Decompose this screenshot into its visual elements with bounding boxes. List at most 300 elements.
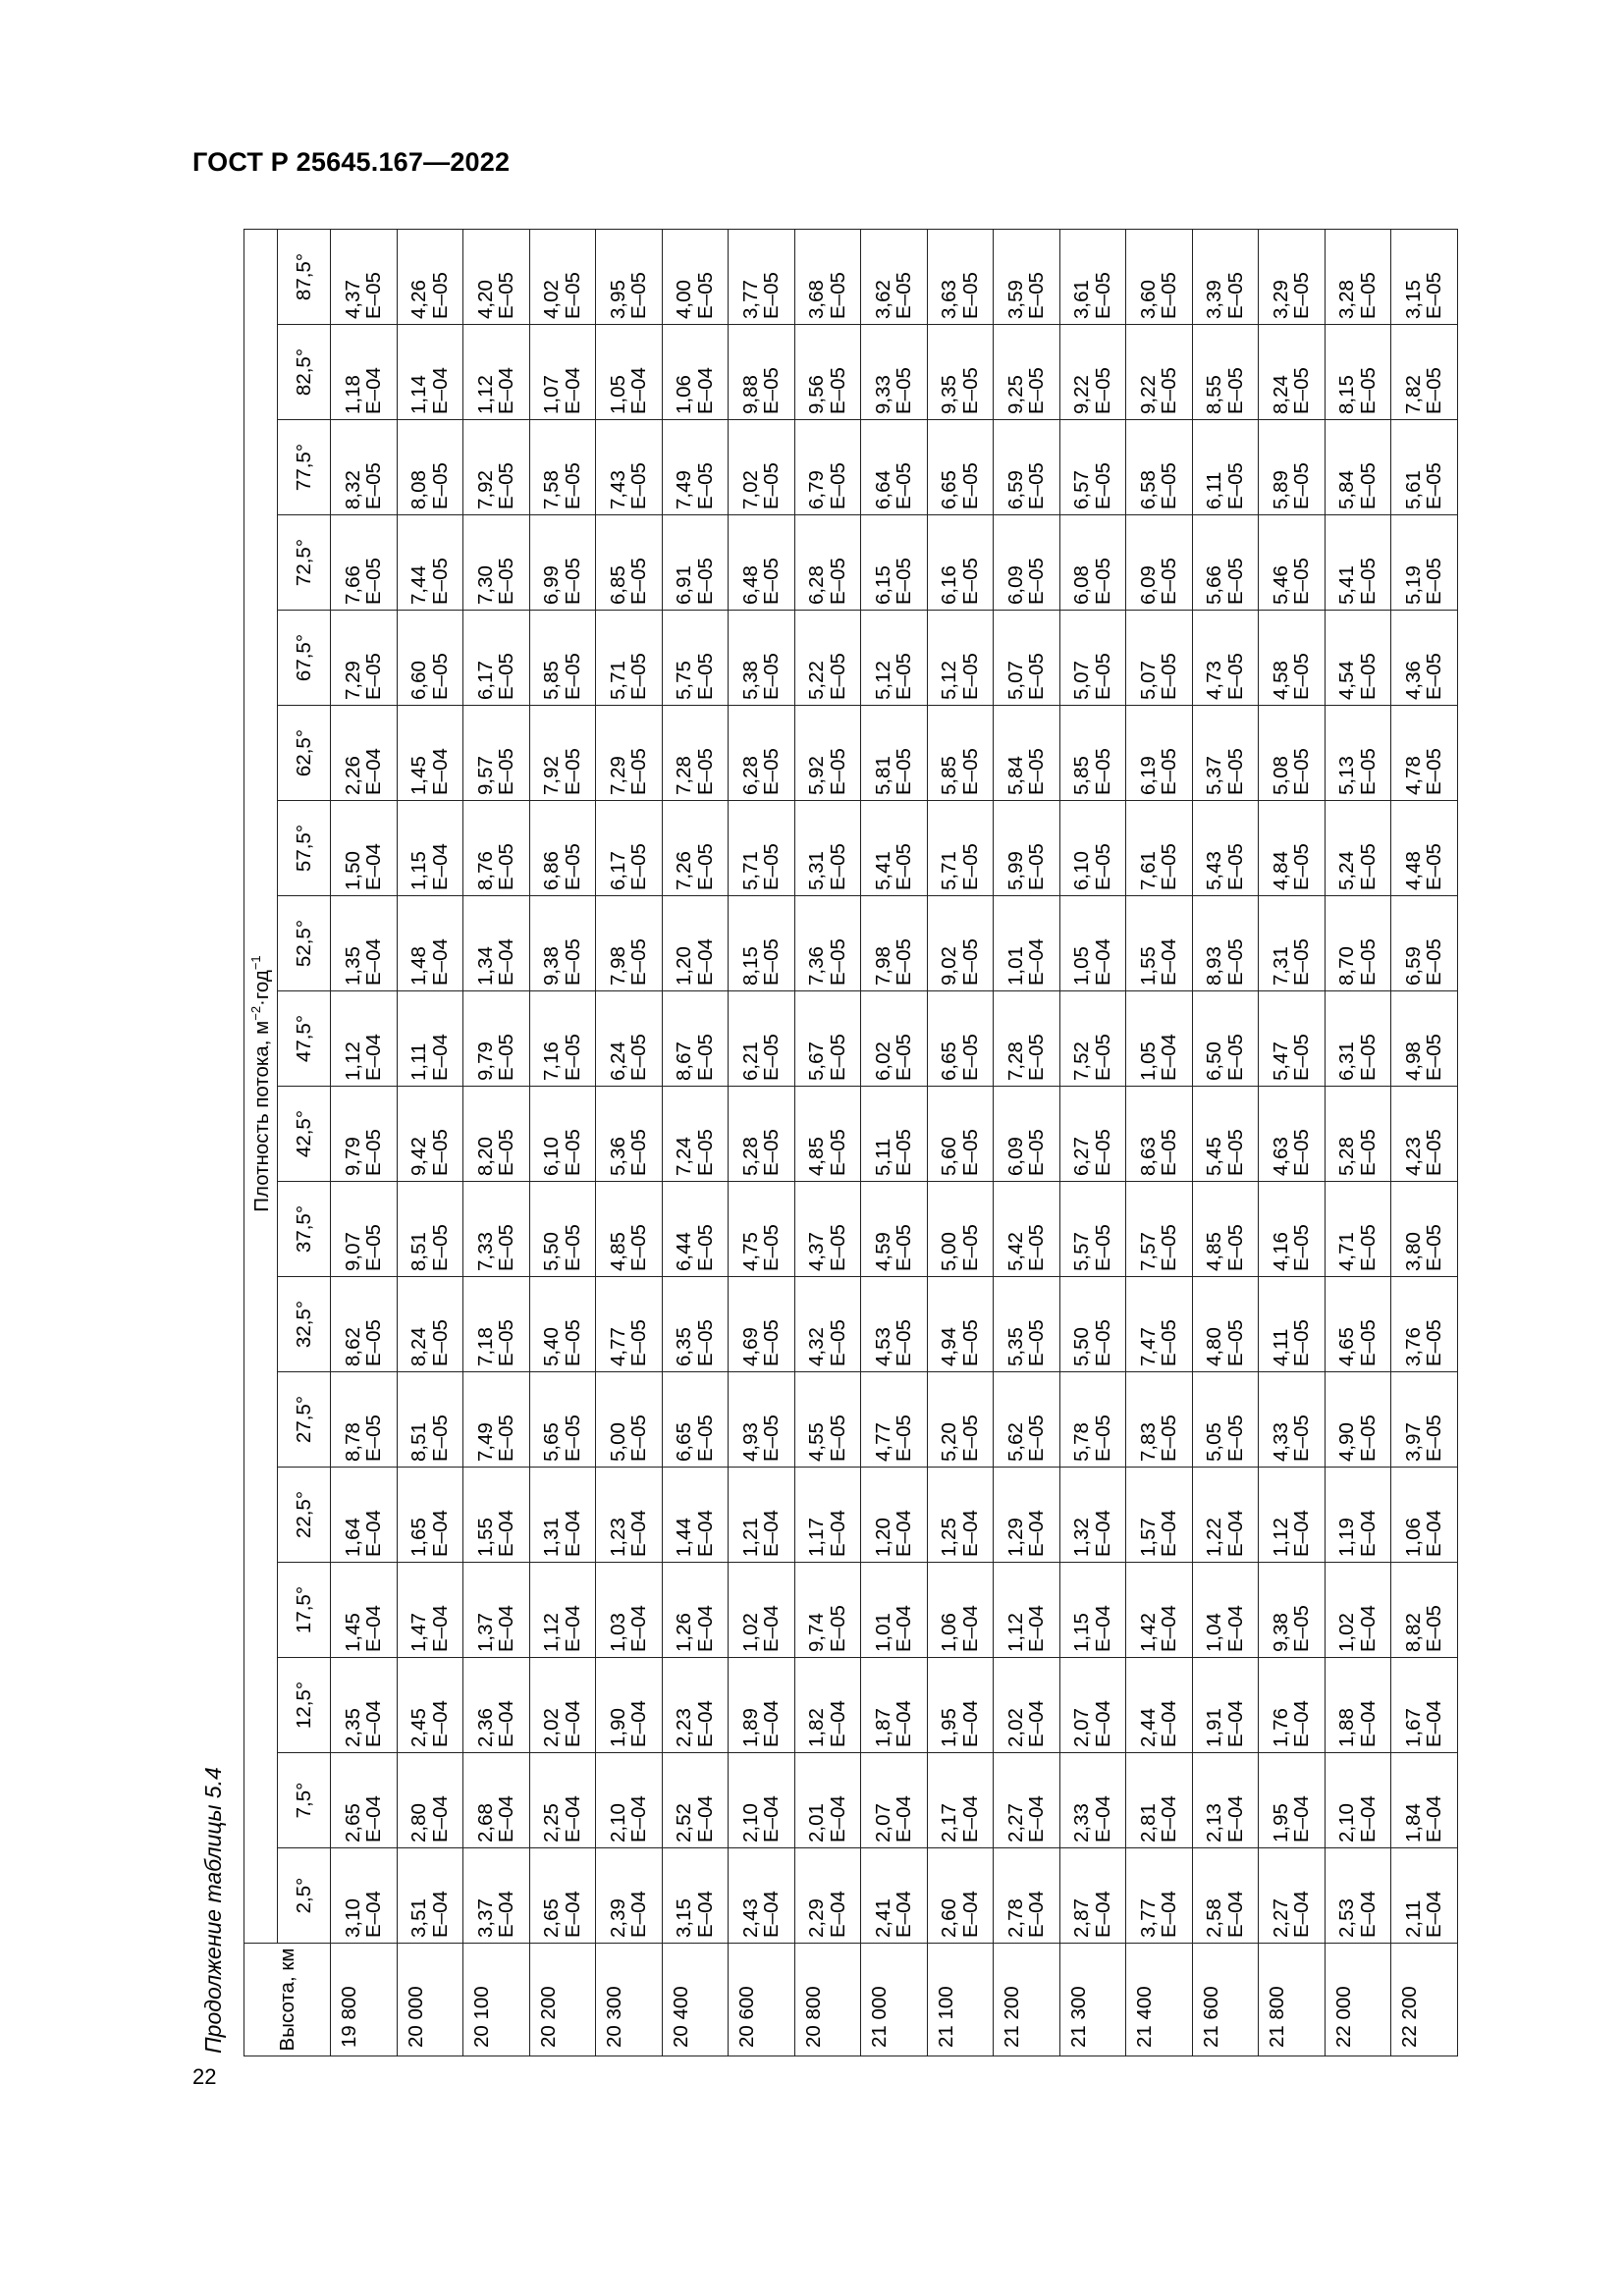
value-mantissa: 5,36: [606, 1137, 629, 1176]
value-exponent: E–05: [693, 1415, 717, 1462]
flux-value-cell: [861, 1563, 928, 1658]
value-mantissa: 6,17: [606, 851, 629, 890]
flux-value-cell: [927, 1658, 994, 1753]
value-mantissa: 7,58: [540, 470, 564, 509]
value-mantissa: 1,89: [738, 1708, 762, 1747]
value-mantissa: 1,55: [473, 1518, 497, 1557]
value-mantissa: 1,01: [1003, 946, 1027, 986]
value-mantissa: 1,06: [673, 375, 696, 414]
value-mantissa: 3,62: [871, 280, 894, 319]
flux-value-cell: [331, 1182, 398, 1277]
value-exponent: E–05: [893, 653, 916, 700]
flux-value-cell: [596, 325, 663, 420]
flux-value-cell: [1059, 1848, 1126, 1944]
flux-value-cell: [794, 1658, 861, 1753]
value-mantissa: 7,49: [673, 470, 696, 509]
value-exponent: E–05: [1025, 653, 1049, 700]
value-exponent: E–05: [893, 938, 916, 986]
value-mantissa: 2,23: [673, 1708, 696, 1747]
value-mantissa: 9,42: [407, 1137, 431, 1176]
value-mantissa: 8,78: [341, 1422, 364, 1462]
flux-value-cell: [1126, 1087, 1193, 1182]
table-row: [1059, 230, 1126, 2056]
value-mantissa: 1,50: [341, 851, 364, 890]
value-mantissa: 2,68: [473, 1803, 497, 1842]
flux-value-cell: [397, 1087, 463, 1182]
value-exponent: E–05: [1423, 558, 1446, 605]
value-mantissa: 4,54: [1335, 661, 1359, 700]
value-mantissa: 5,50: [540, 1232, 564, 1271]
value-mantissa: 6,27: [1070, 1137, 1094, 1176]
table-row: [331, 230, 398, 2056]
value-exponent: E–05: [826, 272, 849, 319]
value-exponent: E–04: [1290, 1795, 1314, 1842]
value-mantissa: 2,13: [1203, 1803, 1226, 1842]
flux-value-cell: [1126, 1277, 1193, 1372]
value-mantissa: 2,87: [1070, 1898, 1094, 1938]
value-exponent: E–04: [1091, 1605, 1114, 1652]
flux-value-cell: [529, 420, 596, 515]
value-mantissa: 1,64: [341, 1518, 364, 1557]
unit-exponent-1: −2: [247, 1005, 263, 1021]
flux-value-cell: [596, 896, 663, 991]
value-mantissa: 5,92: [805, 756, 829, 795]
flux-value-cell: [994, 1372, 1060, 1468]
value-exponent: E–04: [1025, 1605, 1049, 1652]
value-mantissa: 2,10: [606, 1803, 629, 1842]
value-exponent: E–05: [1423, 462, 1446, 509]
value-exponent: E–05: [495, 1224, 518, 1271]
flux-value-cell: [994, 1848, 1060, 1944]
value-exponent: E–04: [760, 1700, 784, 1747]
value-mantissa: 4,73: [1203, 661, 1226, 700]
flux-value-cell: [1192, 611, 1259, 706]
flux-value-cell: [331, 230, 398, 325]
flux-value-cell: [1126, 420, 1193, 515]
value-mantissa: 5,89: [1269, 470, 1292, 509]
flux-value-cell: [463, 1277, 530, 1372]
flux-value-cell: [331, 325, 398, 420]
flux-value-cell: [529, 1753, 596, 1848]
value-mantissa: 6,19: [1136, 756, 1160, 795]
value-mantissa: 5,85: [540, 661, 564, 700]
flux-value-cell: [529, 1658, 596, 1753]
flux-value-cell: [596, 515, 663, 611]
value-mantissa: 4,58: [1269, 661, 1292, 700]
value-exponent: E–04: [428, 1605, 452, 1652]
flux-value-cell: [662, 515, 729, 611]
value-mantissa: 8,08: [407, 470, 431, 509]
value-exponent: E–04: [826, 1700, 849, 1747]
flux-value-cell: [1059, 1563, 1126, 1658]
value-exponent: E–05: [1223, 1129, 1247, 1176]
flux-value-cell: [463, 1563, 530, 1658]
value-mantissa: 1,34: [473, 946, 497, 986]
value-exponent: E–05: [1025, 843, 1049, 890]
flux-value-cell: [794, 1563, 861, 1658]
value-mantissa: 4,36: [1401, 661, 1425, 700]
value-exponent: E–04: [495, 1605, 518, 1652]
value-mantissa: 5,81: [871, 756, 894, 795]
value-exponent: E–05: [1290, 938, 1314, 986]
height-cell: 20 200: [529, 1944, 596, 2056]
flux-value-cell: [463, 420, 530, 515]
value-exponent: E–05: [495, 1415, 518, 1462]
value-mantissa: 6,85: [606, 565, 629, 605]
flux-value-cell: [861, 1372, 928, 1468]
value-exponent: E–05: [627, 1034, 651, 1081]
flux-value-cell: [1126, 1468, 1193, 1563]
value-exponent: E–04: [1223, 1605, 1247, 1652]
value-exponent: E–05: [958, 1415, 982, 1462]
value-exponent: E–05: [1356, 462, 1380, 509]
flux-value-cell: [662, 1563, 729, 1658]
value-mantissa: 8,76: [473, 851, 497, 890]
value-mantissa: 9,79: [341, 1137, 364, 1176]
flux-value-cell: [529, 991, 596, 1087]
flux-value-cell: [463, 515, 530, 611]
value-mantissa: 6,08: [1070, 565, 1094, 605]
value-mantissa: 5,61: [1401, 470, 1425, 509]
value-mantissa: 8,24: [1269, 375, 1292, 414]
value-exponent: E–05: [1356, 1224, 1380, 1271]
value-exponent: E–04: [1290, 1700, 1314, 1747]
value-mantissa: 2,35: [341, 1708, 364, 1747]
value-mantissa: 5,19: [1401, 565, 1425, 605]
flux-value-cell: [729, 325, 795, 420]
flux-value-cell: [1325, 420, 1391, 515]
value-exponent: E–05: [627, 272, 651, 319]
value-exponent: E–05: [760, 367, 784, 414]
flux-value-cell: [794, 611, 861, 706]
value-mantissa: 2,58: [1203, 1898, 1226, 1938]
value-mantissa: 6,11: [1203, 471, 1226, 509]
flux-value-cell: [397, 420, 463, 515]
angle-header: 87,5°: [278, 230, 331, 325]
value-exponent: E–05: [1423, 367, 1446, 414]
value-mantissa: 3,39: [1203, 280, 1226, 319]
value-mantissa: 4,32: [805, 1327, 829, 1366]
value-mantissa: 1,67: [1401, 1708, 1425, 1747]
value-mantissa: 6,86: [540, 851, 564, 890]
flux-value-cell: [1391, 1277, 1458, 1372]
value-exponent: E–04: [1025, 1795, 1049, 1842]
flux-value-cell: [927, 1468, 994, 1563]
flux-value-cell: [529, 230, 596, 325]
value-exponent: E–04: [893, 1605, 916, 1652]
flux-value-cell: [927, 706, 994, 801]
flux-value-cell: [662, 896, 729, 991]
value-exponent: E–05: [760, 1034, 784, 1081]
value-exponent: E–05: [561, 1319, 584, 1366]
value-exponent: E–05: [1290, 462, 1314, 509]
flux-value-cell: [662, 420, 729, 515]
flux-value-cell: [794, 325, 861, 420]
value-exponent: E–05: [1158, 1224, 1181, 1271]
height-cell: 21 800: [1259, 1944, 1326, 2056]
flux-value-cell: [994, 1468, 1060, 1563]
value-mantissa: 2,44: [1136, 1708, 1160, 1747]
value-mantissa: 1,57: [1136, 1518, 1160, 1557]
value-exponent: E–05: [495, 653, 518, 700]
value-exponent: E–05: [1091, 653, 1114, 700]
value-mantissa: 1,04: [1203, 1613, 1226, 1652]
value-mantissa: 5,07: [1070, 661, 1094, 700]
value-exponent: E–05: [1025, 367, 1049, 414]
value-mantissa: 7,16: [540, 1041, 564, 1081]
value-exponent: E–05: [1356, 843, 1380, 890]
value-mantissa: 8,32: [341, 470, 364, 509]
value-exponent: E–05: [561, 1415, 584, 1462]
flux-value-cell: [1259, 1563, 1326, 1658]
value-mantissa: 8,55: [1203, 375, 1226, 414]
flux-value-cell: [397, 1372, 463, 1468]
value-exponent: E–04: [428, 1034, 452, 1081]
value-exponent: E–05: [495, 1129, 518, 1176]
value-mantissa: 8,20: [473, 1137, 497, 1176]
value-exponent: E–05: [893, 843, 916, 890]
value-exponent: E–05: [826, 367, 849, 414]
value-mantissa: 1,11: [407, 1042, 431, 1081]
flux-value-cell: [397, 1468, 463, 1563]
flux-value-cell: [927, 896, 994, 991]
flux-value-cell: [529, 801, 596, 896]
value-mantissa: 1,31: [540, 1518, 564, 1557]
value-mantissa: 8,62: [341, 1327, 364, 1366]
value-exponent: E–05: [958, 1034, 982, 1081]
flux-value-cell: [1192, 1468, 1259, 1563]
value-mantissa: 7,92: [473, 470, 497, 509]
flux-value-cell: [662, 1753, 729, 1848]
value-exponent: E–05: [693, 1034, 717, 1081]
value-exponent: E–05: [428, 462, 452, 509]
height-cell: 21 100: [927, 1944, 994, 2056]
value-mantissa: 6,10: [1070, 851, 1094, 890]
flux-value-cell: [994, 801, 1060, 896]
flux-value-cell: [994, 230, 1060, 325]
value-mantissa: 6,65: [673, 1422, 696, 1462]
value-mantissa: 1,42: [1136, 1613, 1160, 1652]
value-exponent: E–05: [1223, 1415, 1247, 1462]
value-exponent: E–04: [1091, 1795, 1114, 1842]
value-exponent: E–05: [760, 462, 784, 509]
value-exponent: E–04: [1356, 1510, 1380, 1557]
value-exponent: E–04: [495, 1700, 518, 1747]
value-mantissa: 8,82: [1401, 1613, 1425, 1652]
value-exponent: E–05: [958, 367, 982, 414]
value-mantissa: 1,23: [606, 1518, 629, 1557]
value-exponent: E–05: [1290, 1415, 1314, 1462]
value-exponent: E–05: [561, 843, 584, 890]
flux-value-cell: [1259, 706, 1326, 801]
value-exponent: E–05: [627, 1319, 651, 1366]
value-mantissa: 1,06: [938, 1613, 961, 1652]
value-mantissa: 4,37: [341, 280, 364, 319]
value-exponent: E–04: [1158, 1891, 1181, 1938]
value-mantissa: 6,58: [1136, 470, 1160, 509]
value-exponent: E–05: [693, 748, 717, 795]
value-mantissa: 4,48: [1401, 851, 1425, 890]
value-mantissa: 2,81: [1136, 1803, 1160, 1842]
angle-header: 47,5°: [278, 991, 331, 1087]
value-mantissa: 5,50: [1070, 1327, 1094, 1366]
value-exponent: E–05: [760, 558, 784, 605]
flux-value-cell: [1126, 1848, 1193, 1944]
flux-value-cell: [794, 1753, 861, 1848]
value-mantissa: 2,07: [1070, 1708, 1094, 1747]
value-exponent: E–05: [893, 1034, 916, 1081]
value-exponent: E–05: [1356, 1034, 1380, 1081]
document-code-header: ГОСТ Р 25645.167—2022: [192, 147, 511, 177]
flux-value-cell: [1192, 991, 1259, 1087]
flux-value-cell: [729, 1277, 795, 1372]
value-mantissa: 6,17: [473, 661, 497, 700]
value-mantissa: 4,63: [1269, 1137, 1292, 1176]
value-exponent: E–05: [1290, 272, 1314, 319]
flux-value-cell: [463, 1848, 530, 1944]
value-mantissa: 1,91: [1203, 1708, 1226, 1747]
value-exponent: E–05: [1290, 367, 1314, 414]
flux-value-cell: [331, 515, 398, 611]
value-exponent: E–05: [1290, 653, 1314, 700]
value-exponent: E–04: [428, 843, 452, 890]
value-mantissa: 1,18: [341, 375, 364, 414]
table-row: [397, 230, 463, 2056]
value-exponent: E–05: [1290, 1224, 1314, 1271]
value-exponent: E–05: [826, 1605, 849, 1652]
value-exponent: E–05: [893, 1224, 916, 1271]
value-mantissa: 2,53: [1335, 1898, 1359, 1938]
value-mantissa: 6,31: [1335, 1041, 1359, 1081]
value-exponent: E–05: [958, 938, 982, 986]
flux-value-cell: [794, 1848, 861, 1944]
value-exponent: E–05: [760, 938, 784, 986]
value-mantissa: 4,77: [871, 1422, 894, 1462]
angle-header: 7,5°: [278, 1753, 331, 1848]
value-exponent: E–05: [760, 1224, 784, 1271]
value-mantissa: 1,25: [938, 1518, 961, 1557]
flux-value-cell: [397, 515, 463, 611]
value-mantissa: 7,26: [673, 851, 696, 890]
value-mantissa: 3,15: [673, 1898, 696, 1938]
angle-header: 27,5°: [278, 1372, 331, 1468]
value-exponent: E–05: [627, 938, 651, 986]
value-mantissa: 6,02: [871, 1041, 894, 1081]
value-exponent: E–05: [826, 1319, 849, 1366]
value-mantissa: 3,15: [1401, 280, 1425, 319]
value-mantissa: 7,98: [606, 946, 629, 986]
value-mantissa: 6,57: [1070, 470, 1094, 509]
value-mantissa: 2,29: [805, 1898, 829, 1938]
flux-value-cell: [596, 1182, 663, 1277]
page-number: 22: [192, 2064, 217, 2089]
value-mantissa: 6,09: [1003, 1137, 1027, 1176]
value-exponent: E–05: [1290, 843, 1314, 890]
value-exponent: E–05: [693, 272, 717, 319]
value-mantissa: 1,06: [1401, 1518, 1425, 1557]
flux-value-cell: [729, 1372, 795, 1468]
value-exponent: E–05: [1158, 462, 1181, 509]
value-mantissa: 5,60: [938, 1137, 961, 1176]
value-exponent: E–05: [958, 843, 982, 890]
height-cell: 21 300: [1059, 1944, 1126, 2056]
flux-value-cell: [397, 325, 463, 420]
flux-value-cell: [331, 1563, 398, 1658]
value-exponent: E–05: [958, 1129, 982, 1176]
value-exponent: E–04: [561, 1891, 584, 1938]
flux-value-cell: [331, 1087, 398, 1182]
value-exponent: E–05: [760, 843, 784, 890]
height-cell: 20 100: [463, 1944, 530, 2056]
value-mantissa: 4,69: [738, 1327, 762, 1366]
value-exponent: E–04: [627, 1891, 651, 1938]
value-exponent: E–05: [826, 462, 849, 509]
value-exponent: E–05: [760, 653, 784, 700]
value-mantissa: 1,07: [540, 375, 564, 414]
flux-value-cell: [794, 515, 861, 611]
height-cell: 19 800: [331, 1944, 398, 2056]
value-exponent: E–05: [826, 1034, 849, 1081]
flux-density-group-header: [244, 230, 278, 1944]
value-exponent: E–04: [958, 1605, 982, 1652]
flux-value-cell: [1059, 896, 1126, 991]
value-mantissa: 7,44: [407, 565, 431, 605]
flux-value-cell: [331, 801, 398, 896]
value-mantissa: 9,35: [938, 375, 961, 414]
value-mantissa: 1,32: [1070, 1518, 1094, 1557]
value-exponent: E–04: [1290, 1891, 1314, 1938]
flux-value-cell: [1391, 515, 1458, 611]
value-exponent: E–04: [958, 1795, 982, 1842]
height-cell: 22 200: [1391, 1944, 1458, 2056]
value-exponent: E–05: [362, 1415, 386, 1462]
flux-value-cell: [861, 325, 928, 420]
value-mantissa: 5,22: [805, 661, 829, 700]
height-cell: 21 400: [1126, 1944, 1193, 2056]
flux-value-cell: [397, 1753, 463, 1848]
flux-value-cell: [1259, 801, 1326, 896]
height-cell: 21 200: [994, 1944, 1060, 2056]
flux-value-cell: [1126, 991, 1193, 1087]
value-exponent: E–04: [1091, 1700, 1114, 1747]
flux-value-cell: [331, 896, 398, 991]
value-mantissa: 1,88: [1335, 1708, 1359, 1747]
flux-value-cell: [662, 801, 729, 896]
flux-value-cell: [861, 991, 928, 1087]
flux-value-cell: [1391, 611, 1458, 706]
value-mantissa: 8,67: [673, 1041, 696, 1081]
flux-value-cell: [1391, 1563, 1458, 1658]
value-mantissa: 6,59: [1003, 470, 1027, 509]
value-mantissa: 9,02: [938, 946, 961, 986]
value-mantissa: 1,17: [805, 1518, 829, 1557]
flux-value-cell: [1059, 991, 1126, 1087]
value-exponent: E–04: [428, 1700, 452, 1747]
value-mantissa: 8,15: [738, 946, 762, 986]
value-mantissa: 5,20: [938, 1422, 961, 1462]
flux-value-cell: [1059, 230, 1126, 325]
value-mantissa: 9,74: [805, 1613, 829, 1652]
flux-value-cell: [331, 1848, 398, 1944]
flux-value-cell: [1325, 515, 1391, 611]
flux-value-cell: [1192, 896, 1259, 991]
flux-value-cell: [1391, 1753, 1458, 1848]
value-exponent: E–05: [826, 653, 849, 700]
flux-value-cell: [794, 1182, 861, 1277]
value-exponent: E–04: [760, 1510, 784, 1557]
value-exponent: E–05: [826, 843, 849, 890]
value-exponent: E–04: [1356, 1605, 1380, 1652]
